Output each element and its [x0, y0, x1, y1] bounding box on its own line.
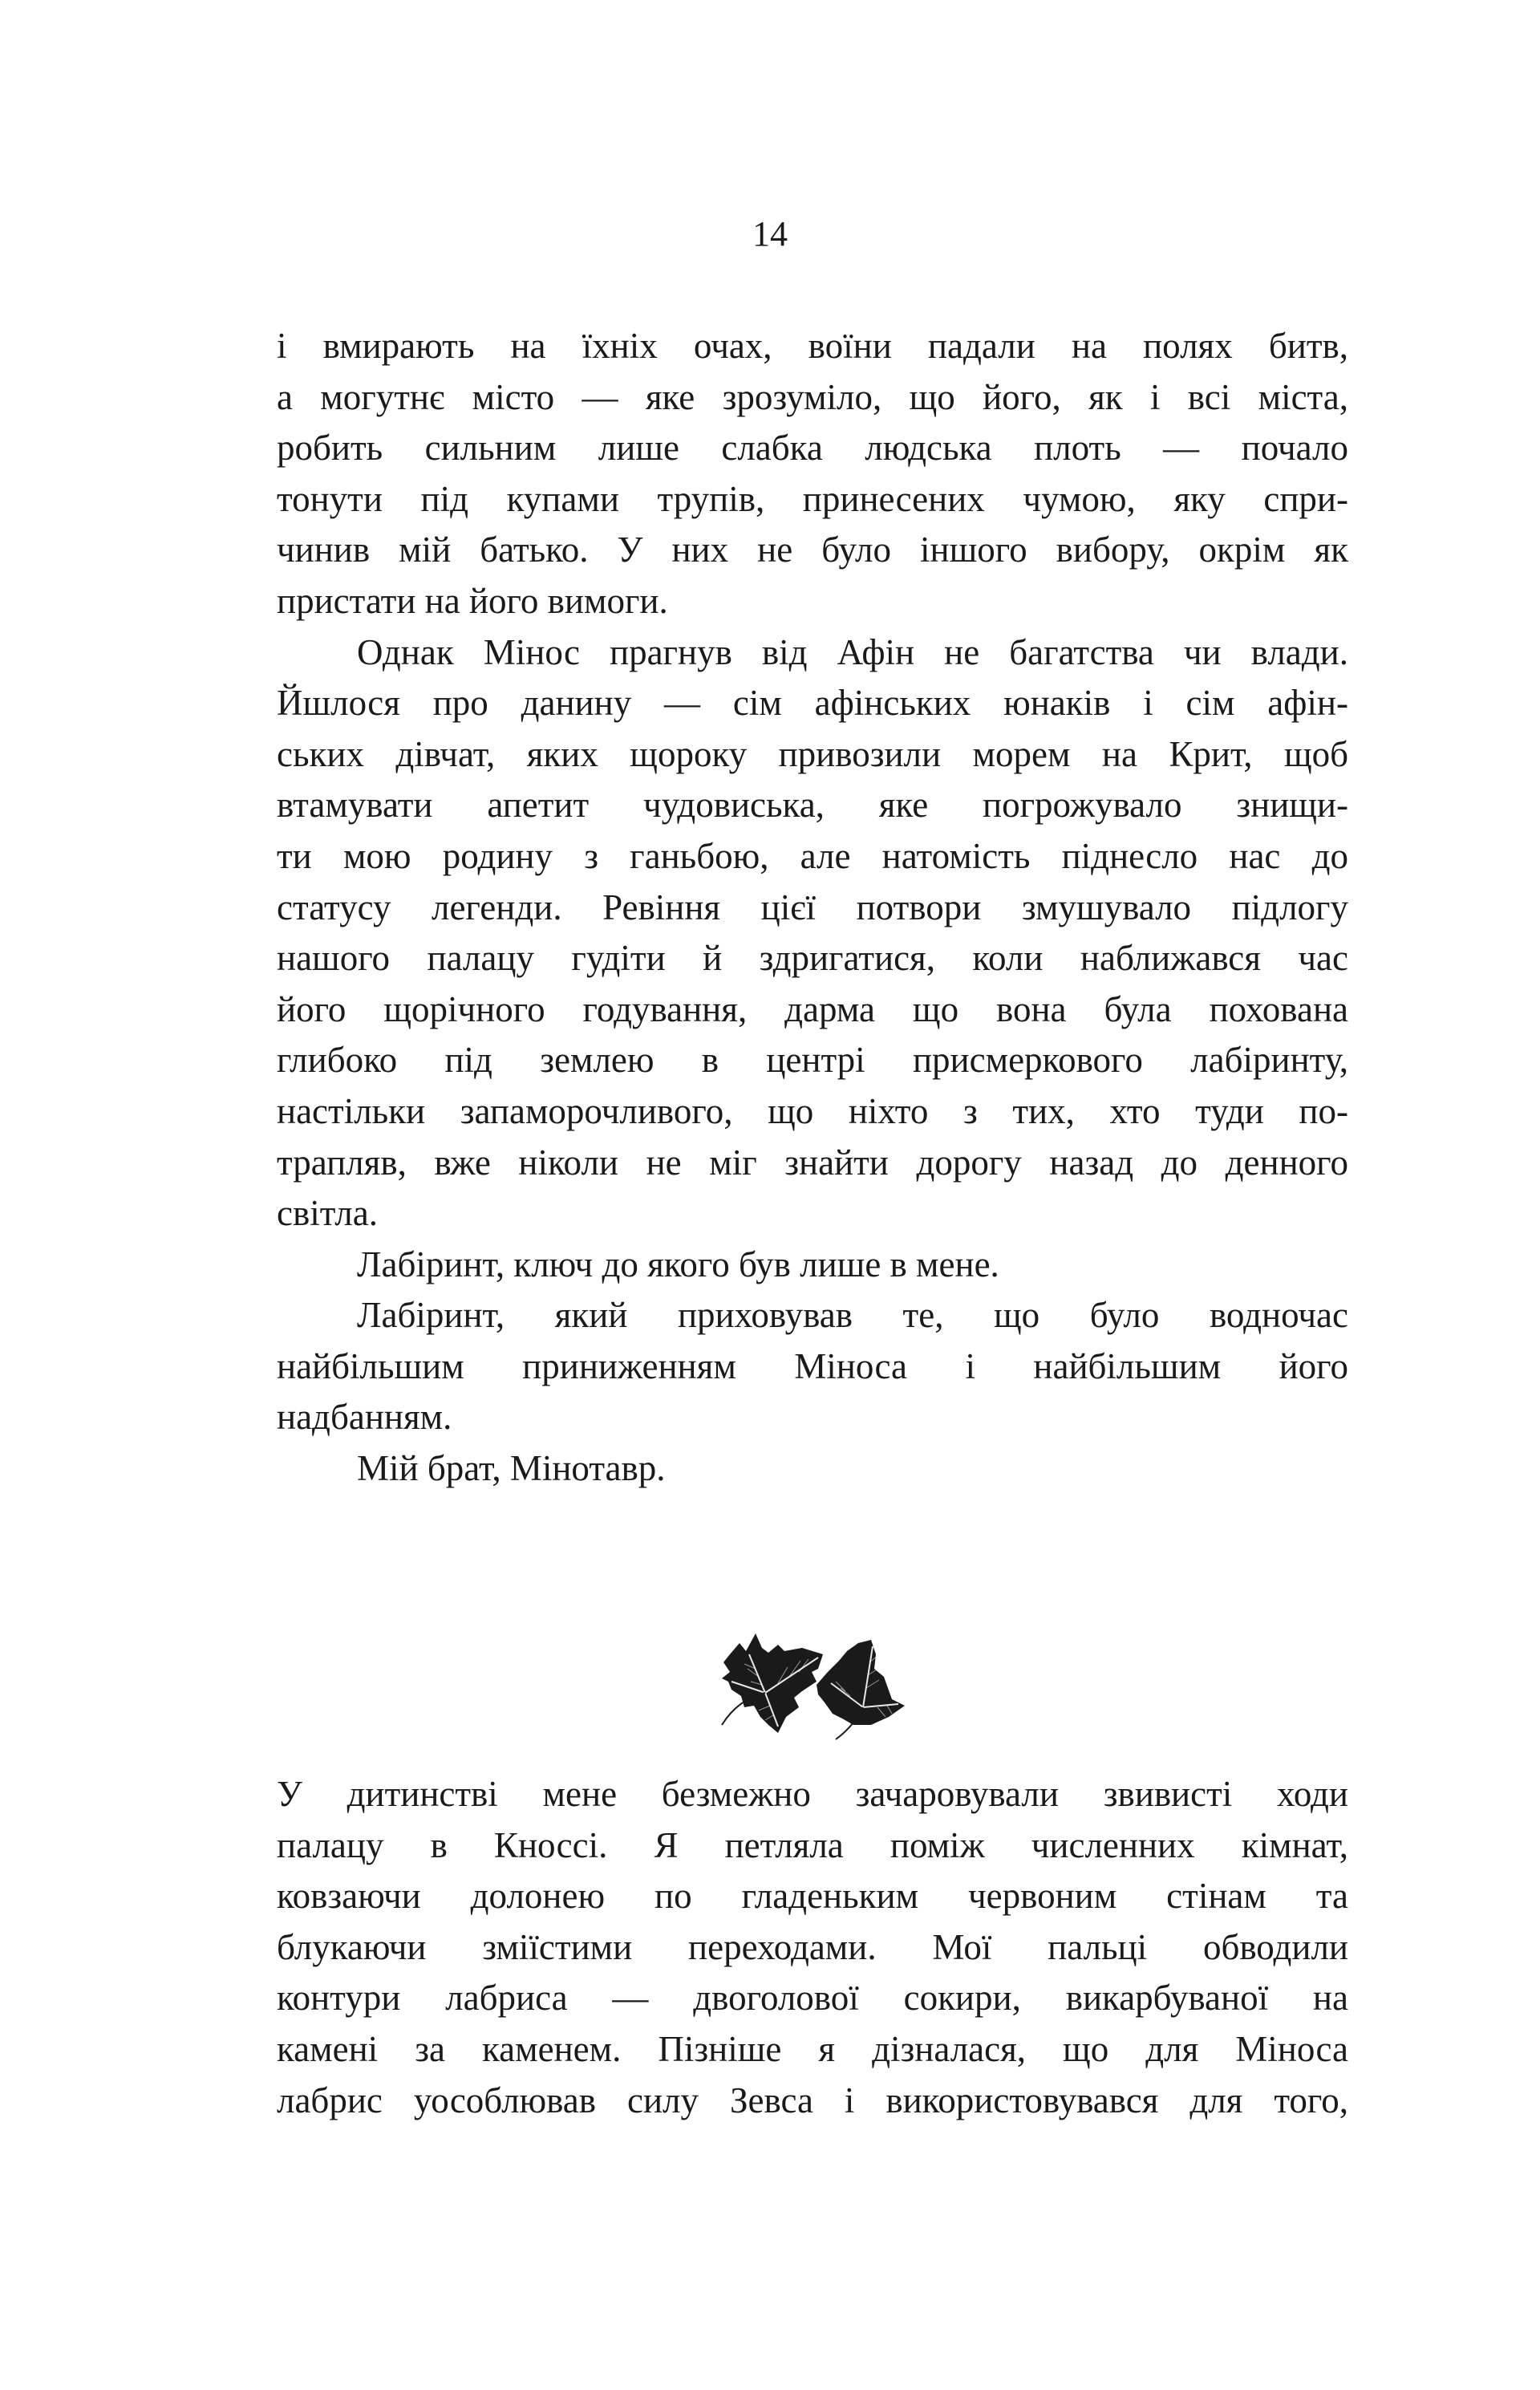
text-line: Лабіринт, який приховував те, що було водночас: [357, 1295, 1348, 1336]
text-section-2: [277, 1769, 1348, 2126]
text-line: У дитинстві мене безмежно зачаровували звивисті ходи: [277, 1774, 1348, 1814]
text-line: ковзаючи долонею по гладеньким червоним стінам та: [277, 1876, 1348, 1917]
text-line: глибоко під землею в центрі присмеркового лабіринту,: [277, 1040, 1348, 1081]
text-line: чинив мій батько. У них не було іншого вибору, окрім як: [277, 530, 1348, 570]
text-line: Йшлося про данину — сім афінських юнаків і сім афін-: [277, 683, 1348, 724]
text-line: камені за каменем. Пізніше я дізналася, що для Міноса: [277, 2028, 1348, 2069]
maple-leaves-ornament-icon: [682, 1605, 922, 1749]
text-line: статусу легенди. Ревіння цієї потвори змушувало підлогу: [277, 887, 1348, 927]
text-line: нашого палацу гудіти й здригатися, коли наближався час: [277, 938, 1348, 979]
text-line: палацу в Кноссі. Я петляла поміж численних кімнат,: [277, 1824, 1348, 1865]
text-line: робить сильним лише слабка людська плоть — почало: [277, 428, 1348, 469]
text-line: а могутнє місто — яке зрозуміло, що його, як і всі міста,: [277, 376, 1348, 417]
text-line: і вмирають на їхніх очах, воїни падали на полях битв,: [277, 326, 1348, 366]
text-line: тонути під купами трупів, принесених чумою, яку спри-: [277, 478, 1348, 519]
text-line: світла.: [277, 1193, 378, 1234]
text-line: ти мою родину з ганьбою, але натомість піднесло нас до: [277, 835, 1348, 876]
text-line: втамувати апетит чудовиська, яке погрожувало знищи-: [277, 785, 1348, 826]
text-line: найбільшим приниженням Міноса і найбільшим його: [277, 1345, 1348, 1386]
text-line: Мій брат, Мінотавр.: [357, 1448, 666, 1489]
text-line: його щорічного годування, дарма що вона була похована: [277, 988, 1348, 1029]
text-line: надбанням.: [277, 1397, 452, 1438]
text-line: Лабіринт, ключ до якого був лише в мене.: [357, 1244, 999, 1284]
text-section-1: [277, 321, 1348, 1495]
text-line: пристати на його вимоги.: [277, 580, 668, 621]
text-line: лабрис уособлював силу Зевса і використовувався для того,: [277, 2080, 1348, 2120]
text-line: трапляв, вже ніколи не міг знайти дорогу назад до денного: [277, 1142, 1348, 1183]
text-line: блукаючи зміїстими переходами. Мої пальці обводили: [277, 1926, 1348, 1967]
text-line: Однак Мінос прагнув від Афін не багатства чи влади.: [357, 631, 1348, 672]
text-line: контури лабриса — двоголової сокири, викарбуваної на: [277, 1978, 1348, 2019]
page-number: 14: [752, 214, 788, 254]
text-line: ських дівчат, яких щороку привозили морем на Крит, щоб: [277, 733, 1348, 774]
text-line: настільки запаморочливого, що ніхто з тих, хто туди по-: [277, 1090, 1348, 1131]
